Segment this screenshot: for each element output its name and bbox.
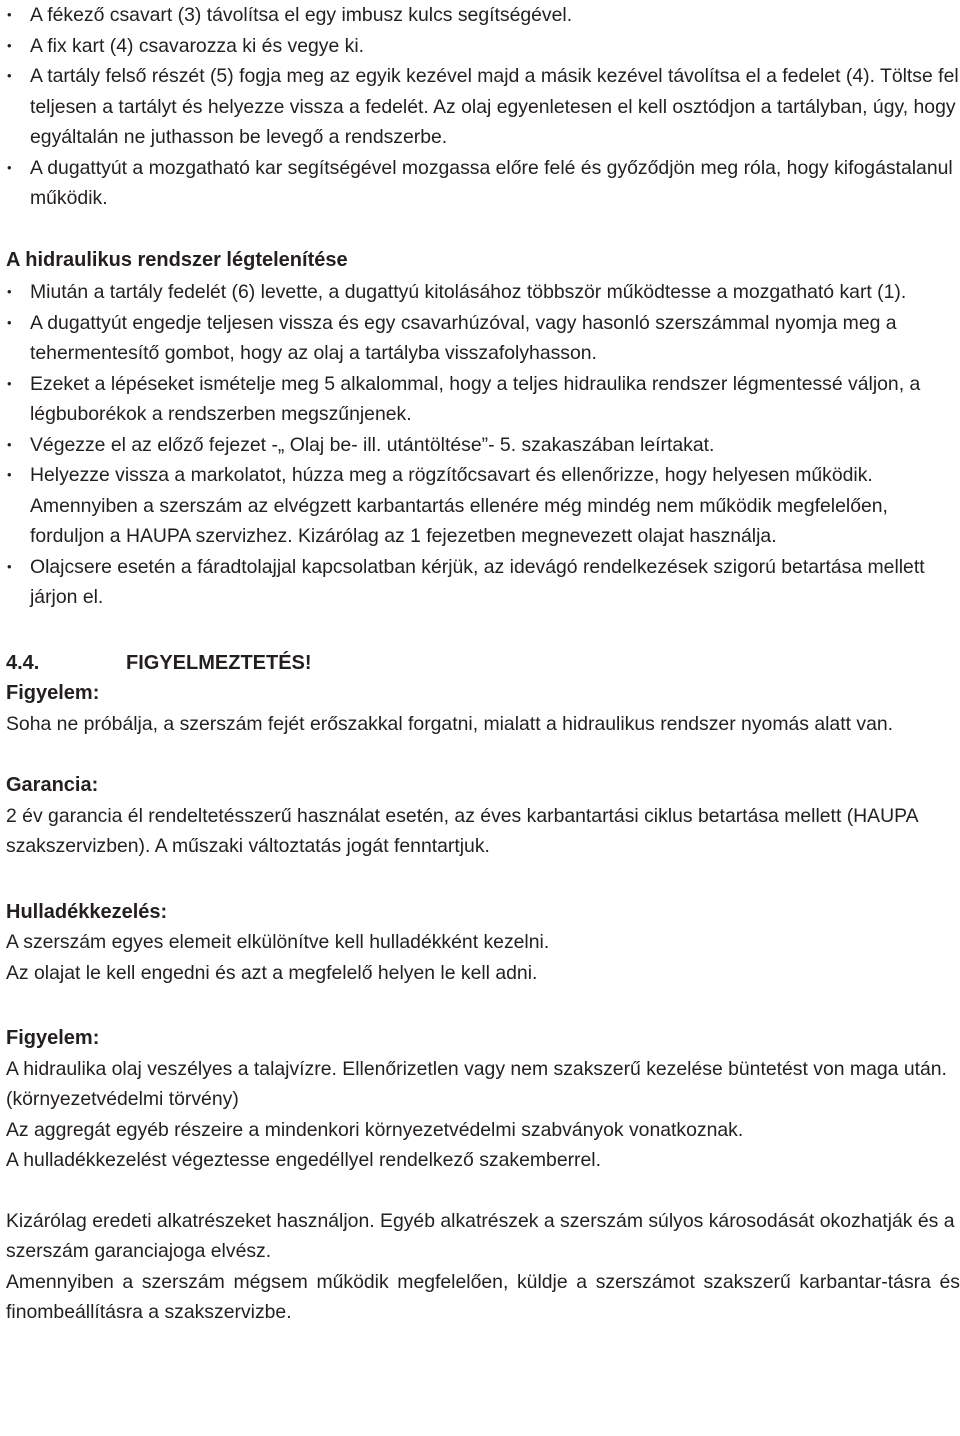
bleed-bullet-list (6, 277, 960, 613)
list-item: • Olajcsere esetén a fáradtolajjal kapcsolatban kérjük, az idevágó rendelkezések szigorú betartása mellett járjon el. (6, 552, 960, 613)
warning-text: Soha ne próbálja, a szerszám fejét erőszakkal forgatni, mialatt a hidraulikus rendszer nyomás alatt van. (6, 712, 894, 735)
list-item: • A dugattyút engedje teljesen vissza és egy csavarhúzóval, vagy hasonló szerszámmal nyomja meg a tehermentesítő gombot, hogy az olaj a tartályba visszafolyhasson. (6, 308, 960, 369)
warranty-text: 2 év garancia él rendeltetésszerű használat esetén, az éves karbantartási ciklus betartása mellett (HAUPA szakszervizben). A műszaki változtatás jogát fenntartjuk. (6, 804, 918, 857)
warranty-label: Garancia: (6, 774, 99, 796)
warning-text-4: A hulladékkezelést végeztesse engedéllyel rendelkező szakemberrel. (6, 1149, 601, 1171)
warning-text-3: Az aggregát egyéb részeire a mindenkori környezetvédelmi szabványok vonatkoznak. (6, 1118, 744, 1141)
list-item: • A dugattyút a mozgatható kar segítségével mozgassa előre felé és győződjön meg róla, hogy kifogástalanul működik. (6, 153, 960, 214)
list-item: • A tartály felső részét (5) fogja meg az egyik kezével majd a másik kezével távolítsa el a fedelet (4). Töltse fel teljesen a tartályt és helyezze vissza a fedelét. Az olaj egyenletesen el kell osztódjon a tartályban, úgy, hogy egyáltalán ne juthasson be levegő a rendszerbe. (6, 61, 960, 153)
list-item: • Végezze el az előző fejezet -„ Olaj be- ill. utántöltése”- 5. szakaszában leírtakat. (6, 430, 960, 461)
closing-text-1: Kizárólag eredeti alkatrészeket használjon. Egyéb alkatrészek a szerszám súlyos károsodását okozhatják és a szerszám garanciajoga elvész. (6, 1209, 955, 1262)
list-item: • A fékező csavart (3) távolítsa el egy imbusz kulcs segítségével. (6, 0, 960, 31)
list-item: • Ezeket a lépéseket ismételje meg 5 alkalommal, hogy a teljes hidraulika rendszer légmentessé váljon, a légbuborékok a rendszerben megszűnjenek. (6, 369, 960, 430)
section-title: FIGYELMEZTETÉS! (126, 651, 312, 674)
waste-label: Hulladékkezelés: (6, 900, 168, 923)
closing-text-2: Amennyiben a szerszám mégsem működik megfelelően, küldje a szerszámot szakszerű karbantar-tásra és finombeállításra a szakszervizbe. (6, 1270, 960, 1323)
section-heading-4-4 (6, 648, 960, 679)
list-item: • Helyezze vissza a markolatot, húzza meg a rögzítőcsavart és ellenőrizze, hogy helyesen működik. Amennyiben a szerszám az elvégzett karbantartás ellenére még mindég nem működik megfelelően, forduljon a HAUPA szervizhez. Kizárólag az 1 fejezetben megnevezett olajat használja. (6, 460, 960, 552)
top-bullet-list (6, 0, 960, 214)
warning-label: Figyelem: (6, 682, 100, 704)
warning-text-2: A hidraulika olaj veszélyes a talajvízre. Ellenőrizetlen vagy nem szakszerű kezelése büntetést von maga után. (környezetvédelmi törvény) (6, 1057, 947, 1110)
list-item: • A fix kart (4) csavarozza ki és vegye ki. (6, 31, 960, 62)
section-number: 4.4. (6, 651, 40, 674)
list-item: • Miután a tartály fedelét (6) levette, a dugattyú kitolásához többször működtesse a mozgatható kart (1). (6, 277, 960, 308)
waste-text-2: Az olajat le kell engedni és azt a megfelelő helyen le kell adni. (6, 961, 538, 984)
document-page (6, 0, 960, 1328)
waste-text-1: A szerszám egyes elemeit elkülönítve kell hulladékként kezelni. (6, 931, 550, 953)
bleed-section-title: A hidraulikus rendszer légtelenítése (6, 248, 348, 271)
warning-label-2: Figyelem: (6, 1027, 100, 1049)
